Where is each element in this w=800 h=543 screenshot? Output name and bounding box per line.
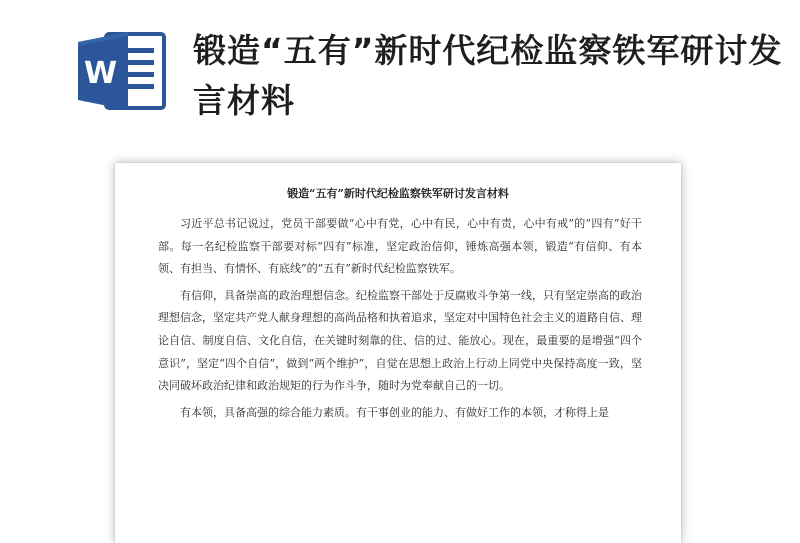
- document-body: [158, 213, 642, 428]
- word-icon: [76, 30, 168, 112]
- paragraph: 有信仰，具备崇高的政治理想信念。纪检监察干部处于反腐败斗争第一线，只有坚定崇高的政治理想信念，坚定共产党人献身理想的高尚品格和执着追求，坚定对中国特色社会主义的道路自信、理论自信、制度自信、文化自信，在关键时刻靠的住、信的过、能放心。现在，最重要的是增强“四个意识”，坚定“四个自信”，做到“两个维护”，自觉在思想上政治上行动上同党中央保持高度一致，坚决同破坏政治纪律和政治规矩的行为作斗争，随时为党奉献自己的一切。: [158, 288, 642, 393]
- paragraph: 习近平总书记说过，党员干部要做“心中有党，心中有民，心中有责，心中有戒”的“四有”好干部。每一名纪检监察干部要对标“四有”标准，坚定政治信仰，锤炼高强本领，锻造“有信仰、有本领、有担当、有情怀、有底线”的“五有”新时代纪检监察铁军。: [158, 217, 642, 276]
- svg-text:W: W: [84, 56, 118, 91]
- paragraph: 有本领，具备高强的综合能力素质。有干事创业的能力、有做好工作的本领，才称得上是: [180, 405, 609, 419]
- document-title: 锻造“五有”新时代纪检监察铁军研讨发言材料: [287, 187, 509, 200]
- page-title: 锻造“五有”新时代纪检监察铁军研讨发言材料: [193, 31, 783, 120]
- document-page: [115, 163, 681, 543]
- header: [0, 0, 800, 140]
